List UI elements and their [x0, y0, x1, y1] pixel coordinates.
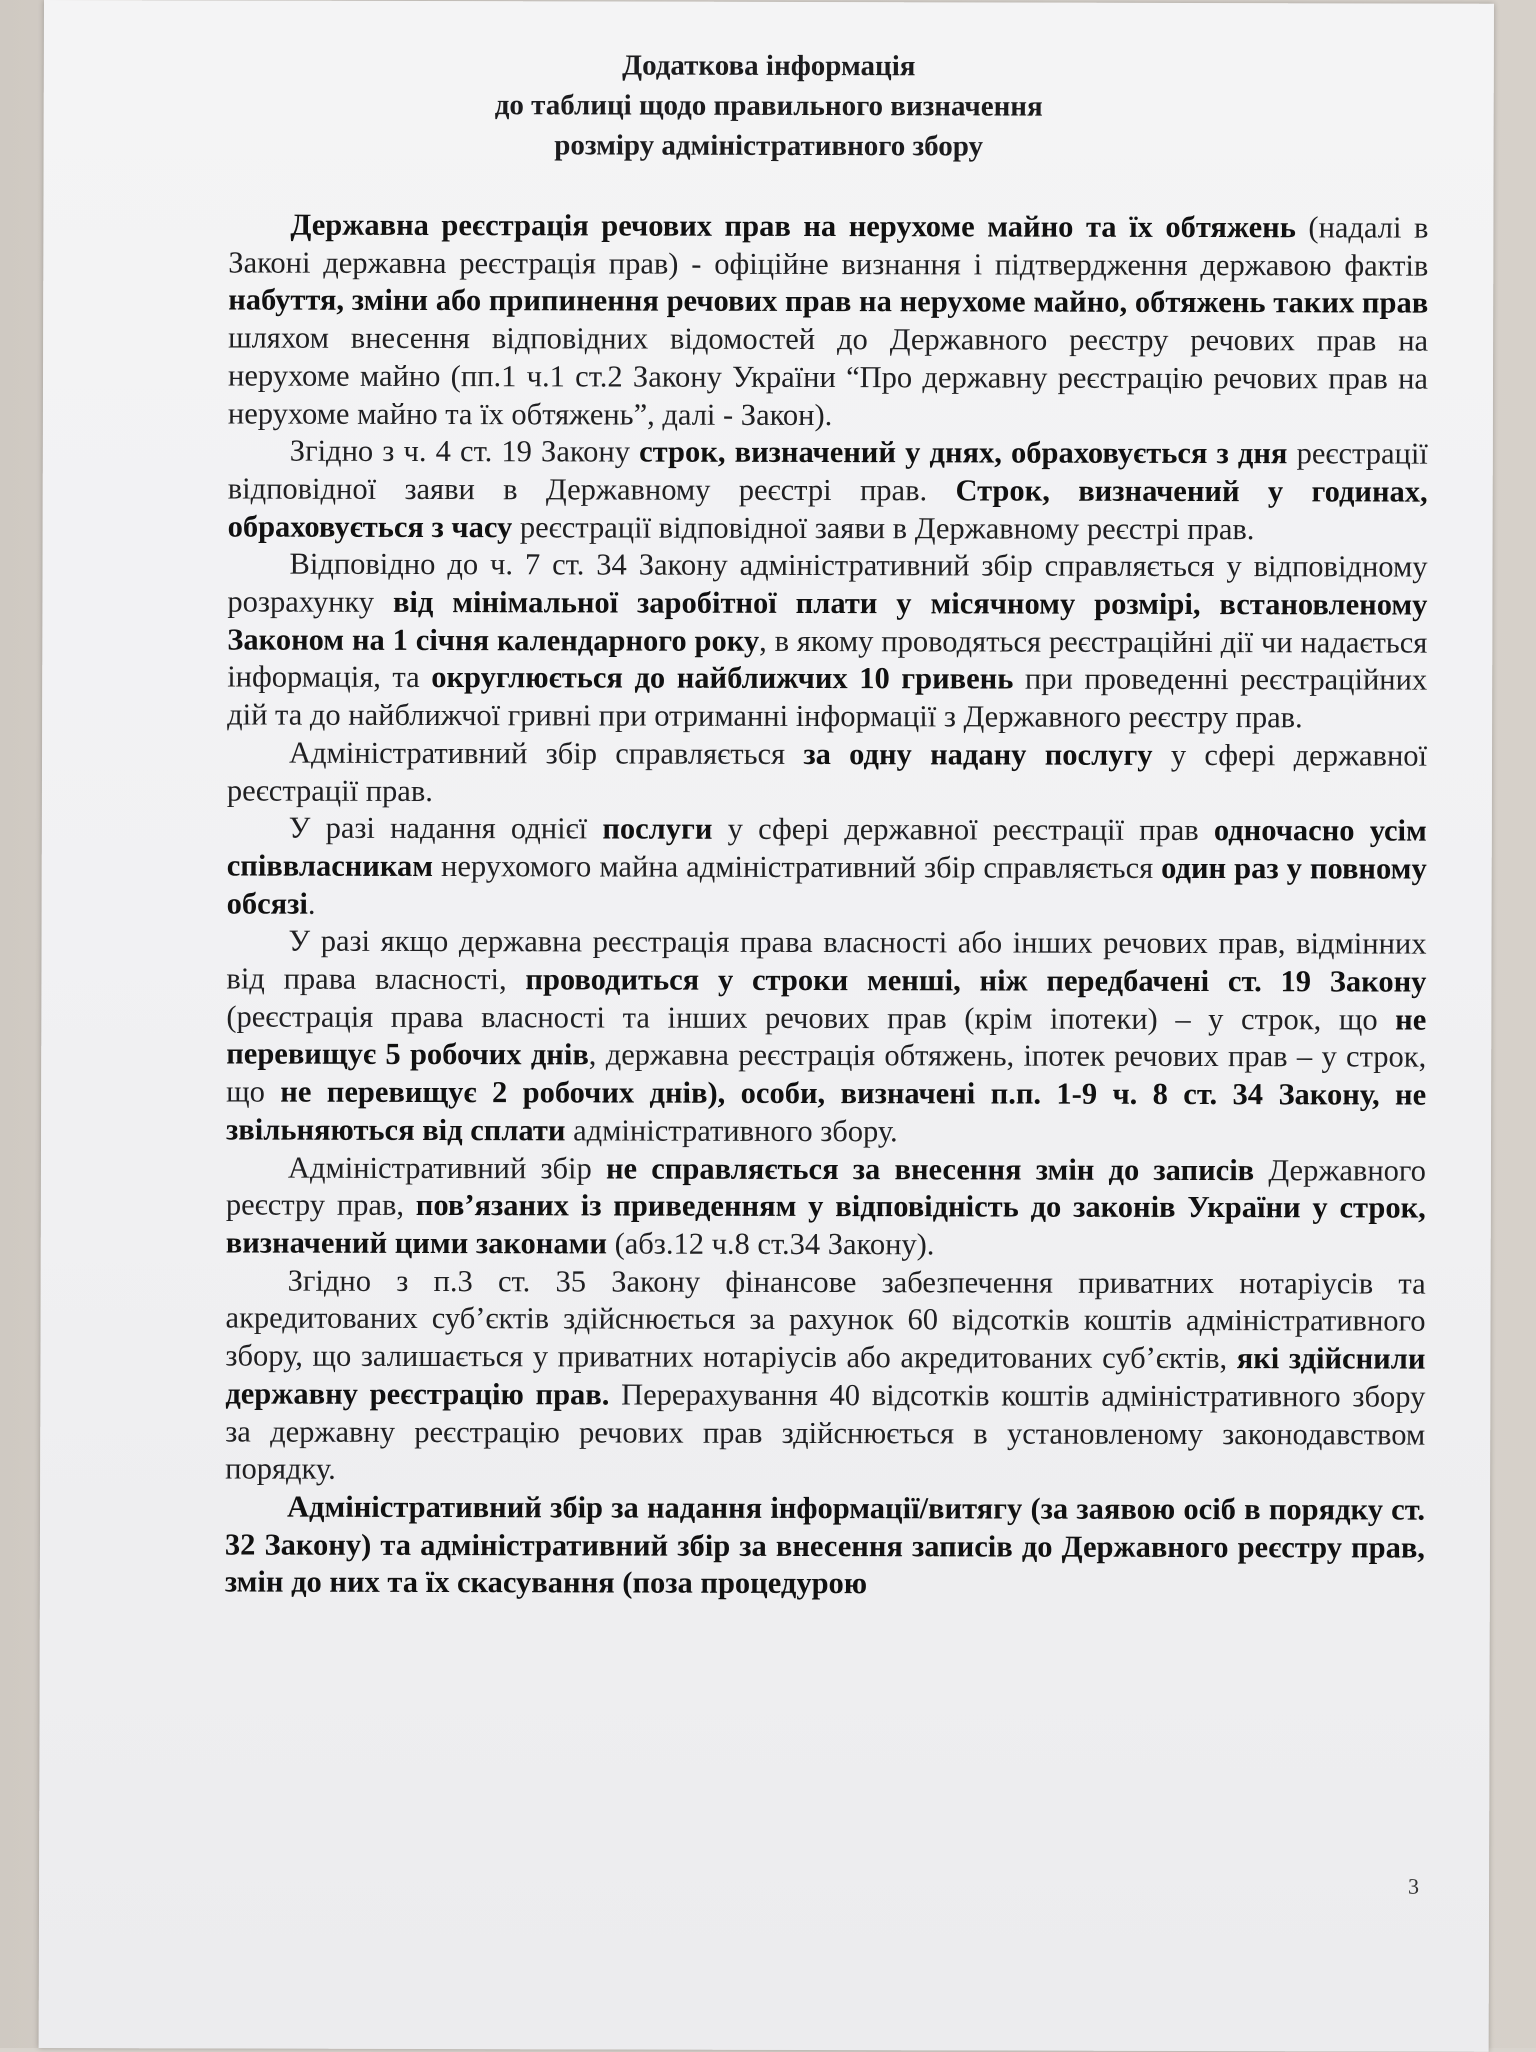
text-run: Адміністративний збір справляється [288, 735, 804, 771]
paragraph [228, 433, 1428, 549]
title-line-2: до таблиці щодо правильного визначення [494, 89, 1043, 123]
paragraph [227, 546, 1427, 738]
paragraph [227, 734, 1427, 813]
text-run: Відповідно до ч. 7 ст. 34 Закону адміністративний збір справляється у відповідному розрахунку [227, 546, 1428, 619]
text-run: Державного реєстру прав, [225, 1152, 1426, 1223]
bold-text-run: від мінімальної заробітної плати у місячному розмірі, встановленому Законом на 1 січня календарного року [227, 584, 1428, 658]
bold-text-run: не справляється за внесення змін до записів [605, 1151, 1255, 1187]
text-run: шляхом внесення відповідних відомостей до Державного реєстру речових прав на нерухоме майно (пп.1 ч.1 ст.2 Закону України “Про державну реєстрацію речових прав на нерухоме майно та їх обтяжень”, далі - Закон). [227, 320, 1429, 432]
bold-text-run: строк, визначений у днях, обраховується з дня [639, 434, 1288, 471]
text-run: Перерахування 40 відсотків коштів адміністративного збору за державну реєстрацію речових прав здійснюється в установленому законодавством порядку. [225, 1377, 1426, 1486]
text-run: , в якому проводяться реєстраційні дії чи надається інформація, та [227, 623, 1428, 695]
text-run: у сфері державної реєстрації прав [712, 812, 1214, 848]
text-run: реєстрації відповідної заяви в Державному реєстрі прав. [227, 436, 1428, 508]
paragraph [228, 206, 1429, 435]
text-run: Адміністративний збір [287, 1150, 607, 1186]
text-run: , державна реєстрація обтяжень, іпотек речових прав – у строк, що [226, 1037, 1427, 1109]
bold-text-run: послуги [602, 811, 713, 847]
bold-text-run: Строк, визначений у годинах, обраховується з часу [227, 473, 1428, 544]
text-run: (реєстрація права власності та інших речових прав (крім іпотеки) – у строк, що [226, 999, 1396, 1037]
text-run: Згідно з ч. 4 ст. 19 Закону [289, 433, 640, 469]
text-run: реєстрації відповідної заяви в Державному реєстрі прав. [512, 509, 1255, 546]
text-run: при проведенні реєстраційних дій та до найближчої гривні при отриманні інформації з Державного реєстру прав. [227, 661, 1428, 735]
text-run: нерухомого майна адміністративний збір справляється [433, 848, 1162, 885]
text-run: У разі якщо державна реєстрація права власності або інших речових прав, відмінних від права власності, [226, 924, 1427, 997]
bold-text-run: Державна реєстрація речових прав на нерухоме майно та їх обтяжень [290, 207, 1296, 245]
document-page [39, 0, 1494, 2052]
title-line-1: Додаткова інформація [622, 49, 916, 83]
document-title [44, 44, 1494, 168]
document-body [225, 206, 1429, 1604]
text-run: (абз.12 ч.8 ст.34 Закону). [606, 1226, 935, 1262]
page-number: 3 [1408, 1873, 1420, 1899]
paragraph [227, 810, 1427, 926]
bold-text-run: одночасно усім співвласникам [226, 813, 1427, 883]
bold-text-run: один раз у повному обсязі [226, 850, 1427, 921]
bold-text-run: не перевищує 2 робочих днів), особи, визначені п.п. 1-9 ч. 8 ст. 34 Закону, не звільняються від сплати [225, 1074, 1427, 1148]
text-run: Згідно з п.3 ст. 35 Закону фінансове забезпечення приватних нотаріусів та акредитованих суб’єктів здійснюється за рахунок 60 відсотків коштів адміністративного збору, що залишається у приватних нотаріусів або акредитованих суб’єктів, [225, 1263, 1426, 1376]
bold-text-run: пов’язаних із приведенням у відповідність до законів України у строк, визначений цими законами [225, 1188, 1426, 1261]
paragraph [225, 1262, 1426, 1491]
text-run: адміністративного збору. [565, 1113, 898, 1149]
text-run: (надалі в Законі державна реєстрація прав) - офіційне визнання і підтвердження державою фактів [228, 210, 1429, 283]
text-run: У разі надання однієї [288, 810, 603, 846]
bold-text-run: проводиться у строки менші, ніж передбачені ст. 19 Закону [525, 962, 1427, 999]
text-run: . [307, 886, 316, 921]
title-line-3: розміру адміністративного збору [554, 129, 984, 163]
bold-text-run: набуття, зміни або припинення речових прав на нерухоме майно, обтяжень таких прав [228, 282, 1429, 321]
paragraph [226, 923, 1427, 1152]
paragraph [225, 1488, 1425, 1604]
text-run: у сфері державної реєстрації прав. [226, 737, 1428, 808]
bold-text-run: округлюється до найближчих 10 гривень [431, 660, 1014, 696]
paragraph [226, 1149, 1426, 1265]
bold-text-run: які здійснили державну реєстрацію прав. [225, 1341, 1426, 1412]
bold-text-run: за одну надану послугу [803, 736, 1153, 772]
bold-text-run: Адміністративний збір за надання інформації/витягу (за заявою осіб в порядку ст. 32 Закону) та адміністративний збір за внесення записів до Державного реєстру прав, змін до них та їх скасування (поза процедурою [224, 1489, 1426, 1601]
bold-text-run: не перевищує 5 робочих днів [226, 1002, 1427, 1072]
